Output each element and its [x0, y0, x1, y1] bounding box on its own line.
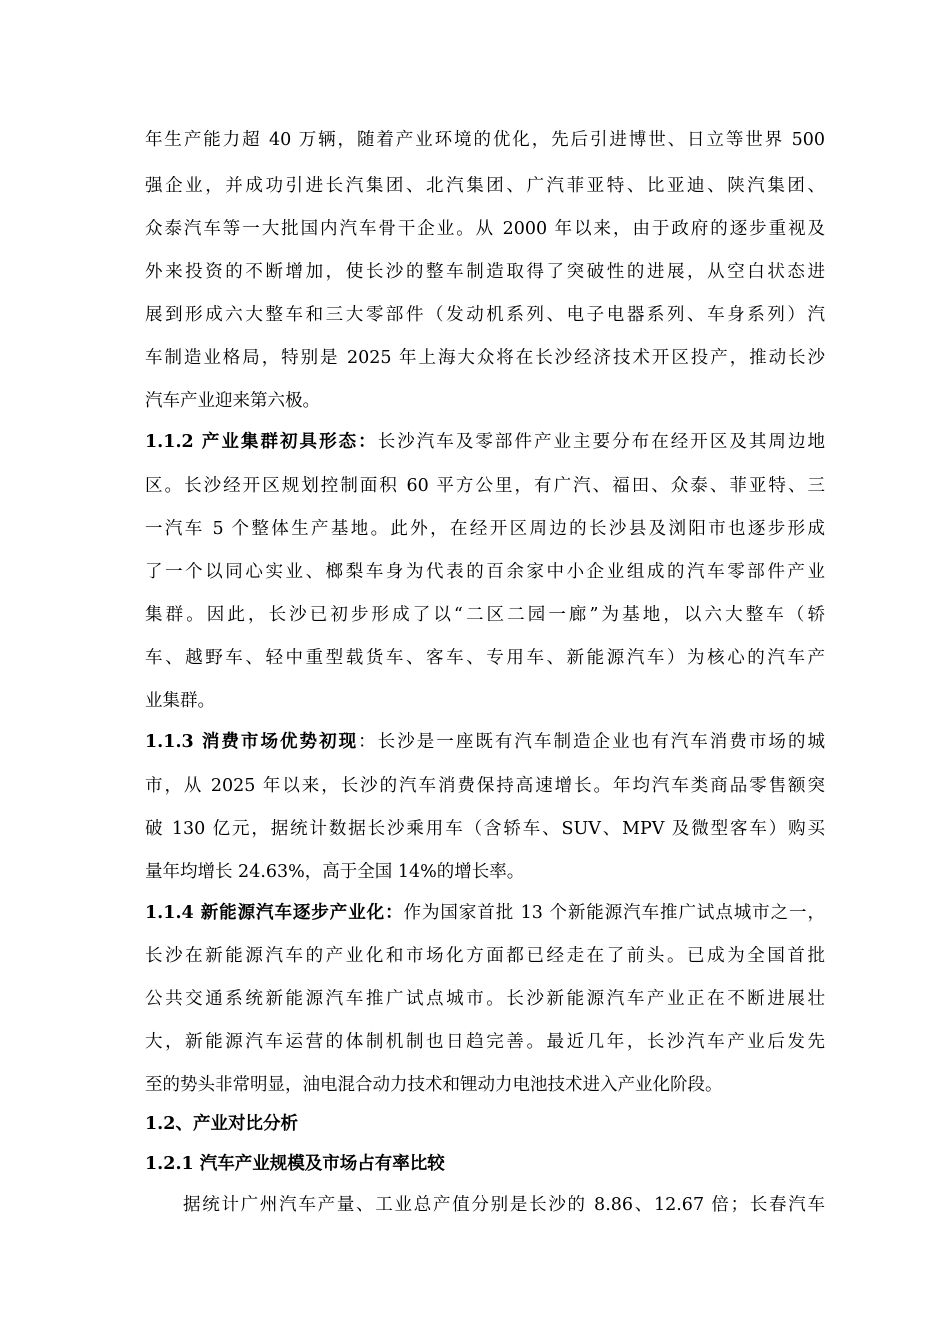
paragraph-line: 量年均增长 24.63%，高于全国 14%的增长率。: [145, 862, 525, 882]
paragraph-line: 外来投资的不断增加，使长沙的整车制造取得了突破性的进展，从空白状态进: [145, 262, 825, 282]
paragraph-line: 集群。因此，长沙已初步形成了以“二区二园一廊”为基地，以六大整车（轿: [145, 605, 825, 625]
section-heading: 1.1.4 新能源汽车逐步产业化：: [145, 903, 404, 923]
paragraph-line: 展到形成六大整车和三大零部件（发动机系列、电子电器系列、车身系列）汽: [145, 305, 825, 325]
paragraph-line: 年生产能力超 40 万辆，随着产业环境的优化，先后引进博世、日立等世界 500: [145, 130, 825, 150]
paragraph-line: 至的势头非常明显，油电混合动力技术和锂动力电池技术进入产业化阶段。: [145, 1075, 723, 1095]
paragraph-line: 市，从 2025 年以来，长沙的汽车消费保持高速增长。年均汽车类商品零售额突: [145, 776, 825, 796]
paragraph-line: 一汽车 5 个整体生产基地。此外，在经开区周边的长沙县及浏阳市也逐步形成: [145, 519, 825, 539]
section-text: 作为国家首批 13 个新能源汽车推广试点城市之一，: [403, 903, 825, 923]
section-1-1-4-first-line: [145, 901, 825, 925]
paragraph-line: 业集群。: [145, 691, 215, 711]
paragraph-line: 汽车产业迎来第六极。: [145, 391, 320, 411]
paragraph-line: 众泰汽车等一大批国内汽车骨干企业。从 2000 年以来，由于政府的逐步重视及: [145, 219, 825, 239]
paragraph-line: 车、越野车、轻中重型载货车、客车、专用车、新能源汽车）为核心的汽车产: [145, 648, 825, 668]
section-text: ：长沙是一座既有汽车制造企业也有汽车消费市场的城: [358, 732, 825, 752]
section-1-1-2-first-line: [145, 430, 825, 454]
section-heading: 1.1.3 消费市场优势初现: [145, 732, 359, 752]
paragraph-line: 了一个以同心实业、榔梨车身为代表的百余家中小企业组成的汽车零部件产业: [145, 562, 825, 582]
section-1-1-3-first-line: [145, 730, 825, 754]
paragraph-line: 区。长沙经开区规划控制面积 60 平方公里，有广汽、福田、众泰、菲亚特、三: [145, 476, 825, 496]
paragraph-line: 长沙在新能源汽车的产业化和市场化方面都已经走在了前头。已成为全国首批: [145, 946, 825, 966]
paragraph-line: 公共交通系统新能源汽车推广试点城市。长沙新能源汽车产业正在不断进展壮: [145, 989, 825, 1009]
paragraph-line: 车制造业格局，特别是 2025 年上海大众将在长沙经济技术开区投产，推动长沙: [145, 348, 825, 368]
section-heading: 1.1.2 产业集群初具形态：: [145, 432, 378, 452]
section-heading: 1.2.1 汽车产业规模及市场占有率比较: [145, 1154, 445, 1174]
section-heading: 1.2、产业对比分析: [145, 1114, 298, 1134]
paragraph-line: 破 130 亿元，据统计数据长沙乘用车（含轿车、SUV、MPV 及微型客车）购买: [145, 819, 825, 839]
paragraph-line: 强企业，并成功引进长汽集团、北汽集团、广汽菲亚特、比亚迪、陕汽集团、: [145, 176, 825, 196]
paragraph-line: 大，新能源汽车运营的体制机制也日趋完善。最近几年，长沙汽车产业后发先: [145, 1032, 825, 1052]
section-text: 长沙汽车及零部件产业主要分布在经开区及其周边地: [377, 432, 826, 452]
paragraph-line: 据统计广州汽车产量、工业总产值分别是长沙的 8.86、12.67 倍；长春汽车: [183, 1195, 825, 1215]
